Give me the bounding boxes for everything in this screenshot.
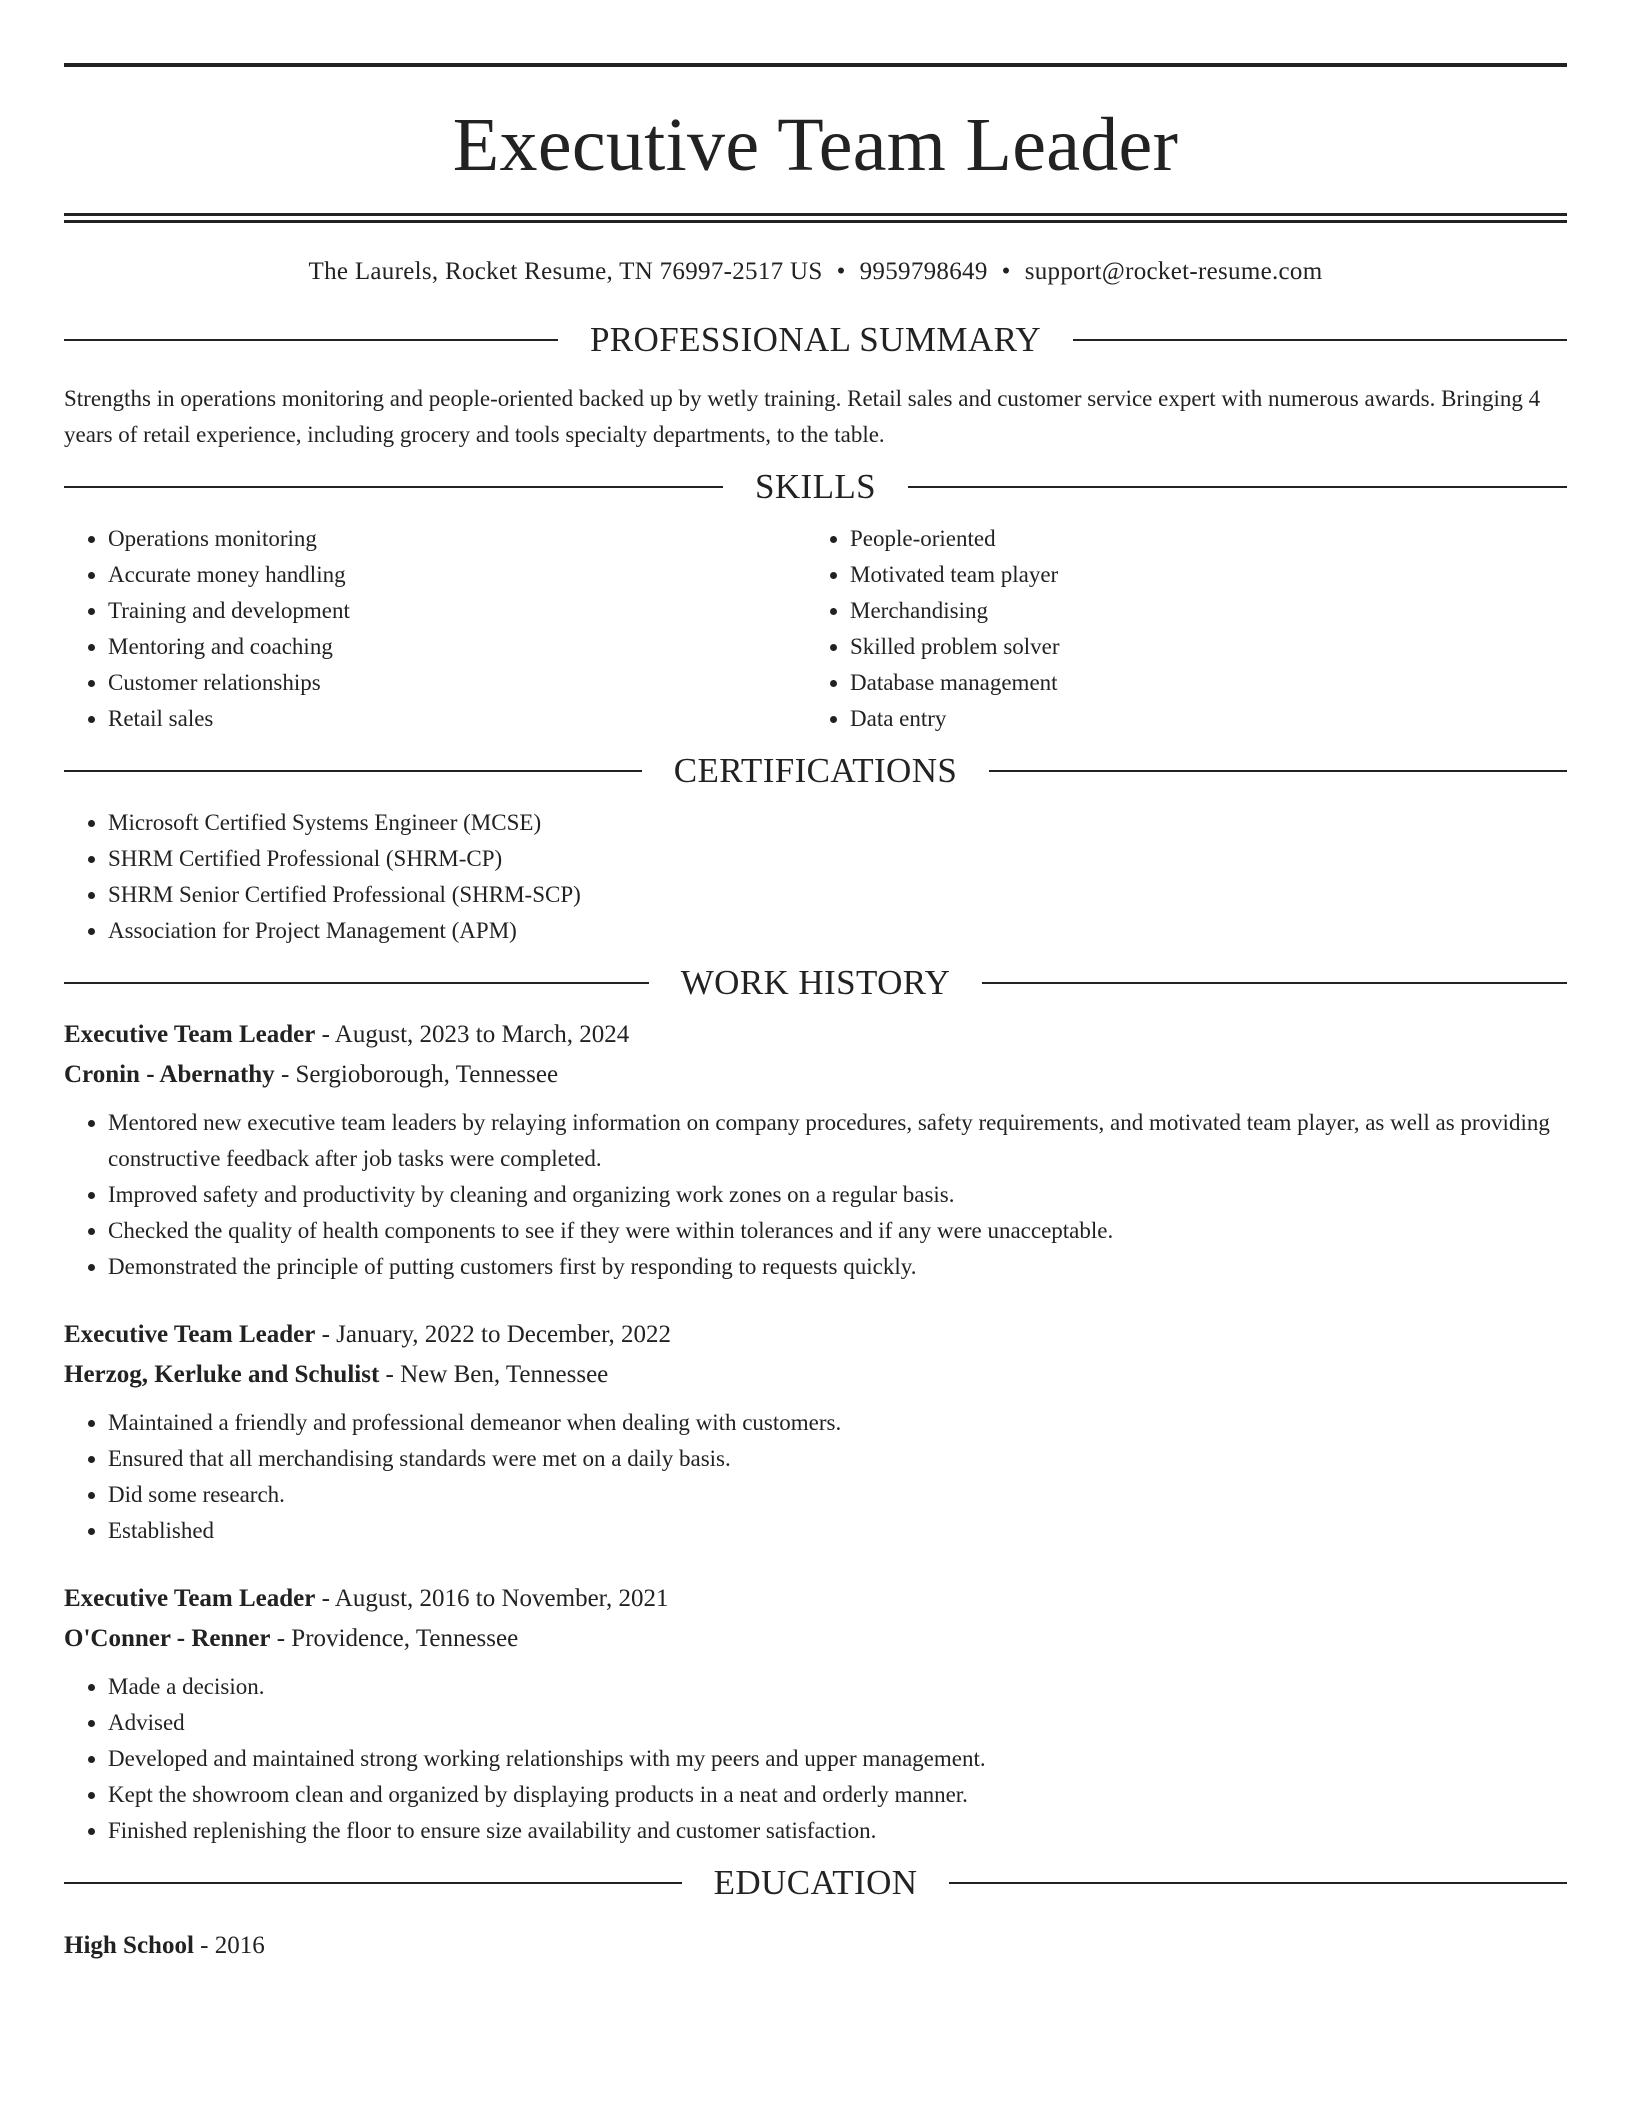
heading-rule-left [64, 486, 723, 488]
education-entry [64, 1926, 1567, 1966]
heading-rule-left [64, 1882, 682, 1884]
section-title: CERTIFICATIONS [673, 751, 958, 790]
section-title: PROFESSIONAL SUMMARY [589, 320, 1042, 359]
heading-rule-left [64, 770, 642, 772]
job-bullet: • Developed and maintained strong working relationships with my peers and upper management. [108, 1741, 1567, 1777]
resume-name: Executive Team Leader [452, 103, 1179, 187]
job-location: - New Ben, Tennessee [379, 1361, 609, 1388]
job-title-line [64, 1015, 1567, 1055]
certification-item: • SHRM Senior Certified Professional (SHRM-SCP) [108, 877, 1567, 913]
summary-text: Strengths in operations monitoring and people-oriented backed up by wetly training. Retail sales and customer service expert with numerous awards. Bringing 4 years of retail experience, including grocery and tools specialty departments, to the table. [64, 386, 1541, 447]
job-bullet: • Ensured that all merchandising standards were met on a daily basis. [108, 1441, 1567, 1477]
contact-line [64, 257, 1567, 287]
job-title: Executive Team Leader [64, 1321, 316, 1348]
resume-page [64, 63, 1567, 1966]
certifications-list [64, 805, 1567, 949]
job-bullet: • Made a decision. [108, 1669, 1567, 1705]
job-company-line [64, 1355, 1567, 1395]
job-title-line [64, 1315, 1567, 1355]
job-bullets [64, 1105, 1567, 1285]
section-title: WORK HISTORY [680, 963, 951, 1002]
contact-address: The Laurels, Rocket Resume, TN 76997-2517 US [308, 258, 823, 285]
job-title: Executive Team Leader [64, 1021, 316, 1048]
section-title: EDUCATION [713, 1863, 918, 1902]
section-heading-certifications [64, 751, 1567, 791]
job-company-line [64, 1619, 1567, 1659]
job-bullet: • Established [108, 1513, 1567, 1549]
heading-rule-left [64, 982, 649, 984]
skills-column-left [64, 521, 806, 737]
job-bullet: • Mentored new executive team leaders by relaying information on company procedures, safety requirements, and motivated team player, as well as providing constructive feedback after job tasks were completed. [108, 1105, 1567, 1177]
education-degree: High School [64, 1932, 194, 1959]
job-bullets [64, 1405, 1567, 1549]
heading-rule-left [64, 339, 558, 341]
job-company: Herzog, Kerluke and Schulist [64, 1361, 380, 1388]
job-bullets [64, 1669, 1567, 1849]
skill-item: • Merchandising [850, 593, 1548, 629]
contact-separator: • [836, 258, 846, 285]
skill-item: • Customer relationships [108, 665, 806, 701]
education-year: - 2016 [193, 1932, 265, 1959]
job-company-line [64, 1055, 1567, 1095]
job-entry [64, 1579, 1567, 1849]
job-bullet: • Kept the showroom clean and organized by displaying products in a neat and orderly manner. [108, 1777, 1567, 1813]
heading-rule-right [949, 1882, 1567, 1884]
section-heading-skills [64, 467, 1567, 507]
job-dates: - August, 2016 to November, 2021 [315, 1585, 669, 1612]
job-company: Cronin - Abernathy [64, 1061, 275, 1088]
heading-rule-right [1073, 339, 1567, 341]
contact-phone: 9959798649 [859, 258, 988, 285]
skill-item: • Training and development [108, 593, 806, 629]
skills-list [64, 521, 1567, 737]
job-title: Executive Team Leader [64, 1585, 316, 1612]
skill-item: • Skilled problem solver [850, 629, 1548, 665]
job-dates: - January, 2022 to December, 2022 [315, 1321, 671, 1348]
job-bullet: • Improved safety and productivity by cleaning and organizing work zones on a regular basis. [108, 1177, 1567, 1213]
skill-item: • Mentoring and coaching [108, 629, 806, 665]
skills-column-right [806, 521, 1548, 737]
job-bullet: • Checked the quality of health components to see if they were within tolerances and if any were unacceptable. [108, 1213, 1567, 1249]
skill-item: • Operations monitoring [108, 521, 806, 557]
heading-rule-right [908, 486, 1567, 488]
section-title: SKILLS [754, 467, 877, 506]
section-heading-education [64, 1863, 1567, 1903]
skill-item: • People-oriented [850, 521, 1548, 557]
skill-item: • Database management [850, 665, 1548, 701]
certification-item: • SHRM Certified Professional (SHRM-CP) [108, 841, 1567, 877]
header-top-rule [64, 63, 1567, 67]
job-company: O'Conner - Renner [64, 1625, 271, 1652]
job-bullet: • Did some research. [108, 1477, 1567, 1513]
skill-item: • Data entry [850, 701, 1548, 737]
job-bullet: • Demonstrated the principle of putting customers first by responding to requests quickly. [108, 1249, 1567, 1285]
job-bullet: • Finished replenishing the floor to ensure size availability and customer satisfaction. [108, 1813, 1567, 1849]
job-bullet: • Maintained a friendly and professional demeanor when dealing with customers. [108, 1405, 1567, 1441]
heading-rule-right [989, 770, 1567, 772]
job-location: - Sergioborough, Tennessee [274, 1061, 559, 1088]
heading-rule-right [982, 982, 1567, 984]
contact-email[interactable]: support@rocket-resume.com [1024, 258, 1323, 285]
job-title-line [64, 1579, 1567, 1619]
job-entry [64, 1015, 1567, 1285]
job-location: - Providence, Tennessee [270, 1625, 519, 1652]
skill-item: • Retail sales [108, 701, 806, 737]
section-heading-summary [64, 320, 1567, 360]
contact-separator: • [1001, 258, 1011, 285]
certification-item: • Association for Project Management (APM) [108, 913, 1567, 949]
job-entry [64, 1315, 1567, 1549]
header-rule-lower [64, 220, 1567, 223]
skill-item: • Motivated team player [850, 557, 1548, 593]
header-rule-upper [64, 213, 1567, 216]
job-bullet: • Advised [108, 1705, 1567, 1741]
job-dates: - August, 2023 to March, 2024 [315, 1021, 630, 1048]
section-heading-work-history [64, 963, 1567, 1003]
skill-item: • Accurate money handling [108, 557, 806, 593]
certification-item: • Microsoft Certified Systems Engineer (MCSE) [108, 805, 1567, 841]
